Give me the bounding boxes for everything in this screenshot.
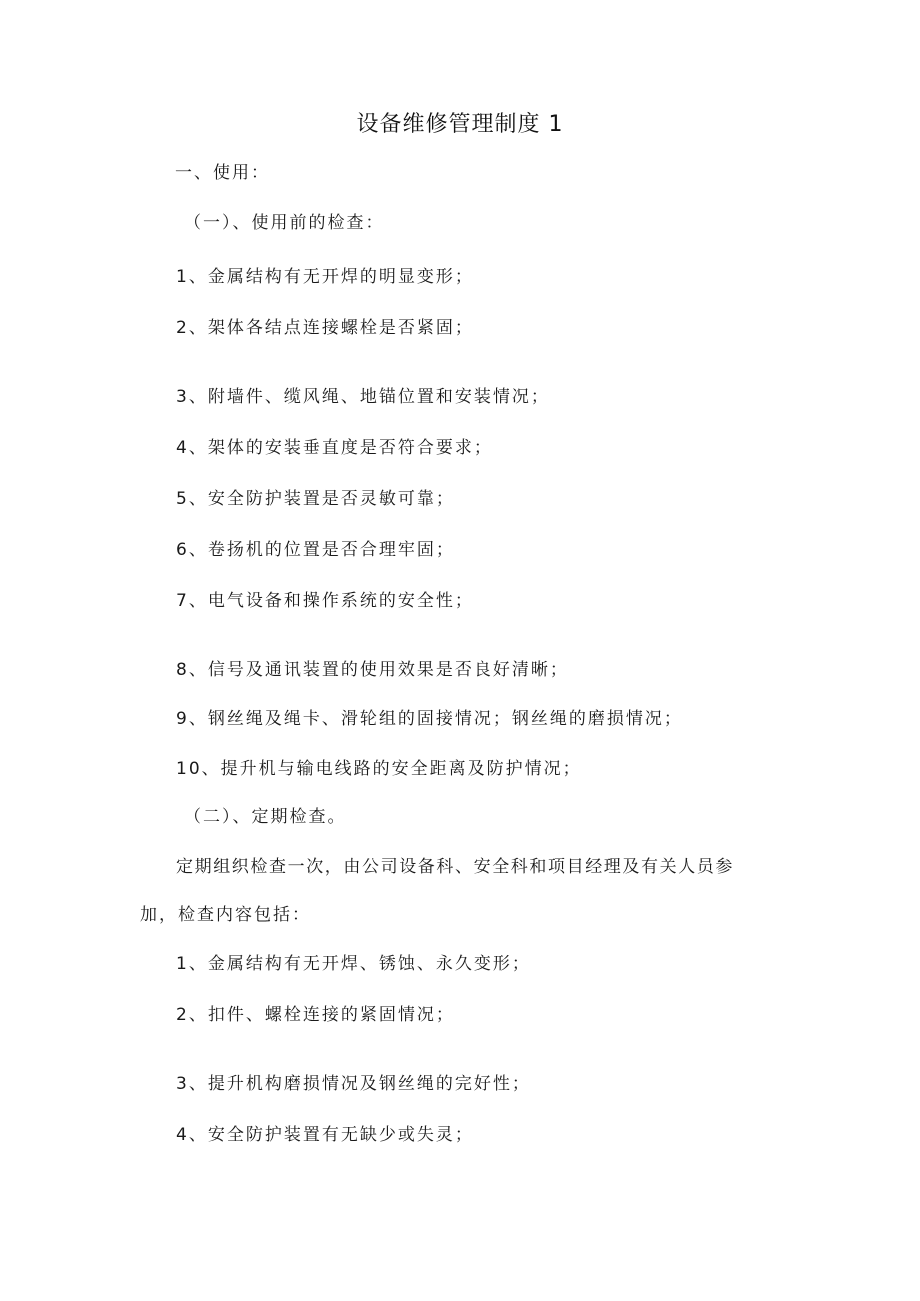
body-paragraph-continuation: 加，检查内容包括： [140,905,311,925]
list-item: 9、钢丝绳及绳卡、滑轮组的固接情况；钢丝绳的磨损情况； [176,709,683,729]
list-item: 4、架体的安装垂直度是否符合要求； [176,438,493,458]
list-item: 7、电气设备和操作系统的安全性； [176,591,474,611]
list-item: 3、附墙件、缆风绳、地锚位置和安装情况； [176,387,550,407]
body-paragraph: 定期组织检查一次，由公司设备科、安全科和项目经理及有关人员参 [176,857,734,877]
document-title: 设备维修管理制度 1 [356,112,564,137]
list-item: 4、安全防护装置有无缺少或失灵； [176,1125,474,1145]
subsection-heading-periodic-check: （二）、定期检查。 [184,807,347,827]
subsection-heading-pre-use-check: （一）、使用前的检查： [184,213,385,233]
list-item: 8、信号及通讯装置的使用效果是否良好清晰； [176,660,569,680]
section-heading-use: 一、使用： [175,163,270,183]
list-item: 6、卷扬机的位置是否合理牢固； [176,540,455,560]
list-item: 3、提升机构磨损情况及钢丝绳的完好性； [176,1074,531,1094]
list-item: 2、扣件、螺栓连接的紧固情况； [176,1005,455,1025]
list-item: 1、金属结构有无开焊的明显变形； [176,267,474,287]
list-item: 5、安全防护装置是否灵敏可靠； [176,489,455,509]
list-item: 2、架体各结点连接螺栓是否紧固； [176,318,474,338]
list-item: 10、提升机与输电线路的安全距离及防护情况； [176,759,582,779]
list-item: 1、金属结构有无开焊、锈蚀、永久变形； [176,954,531,974]
